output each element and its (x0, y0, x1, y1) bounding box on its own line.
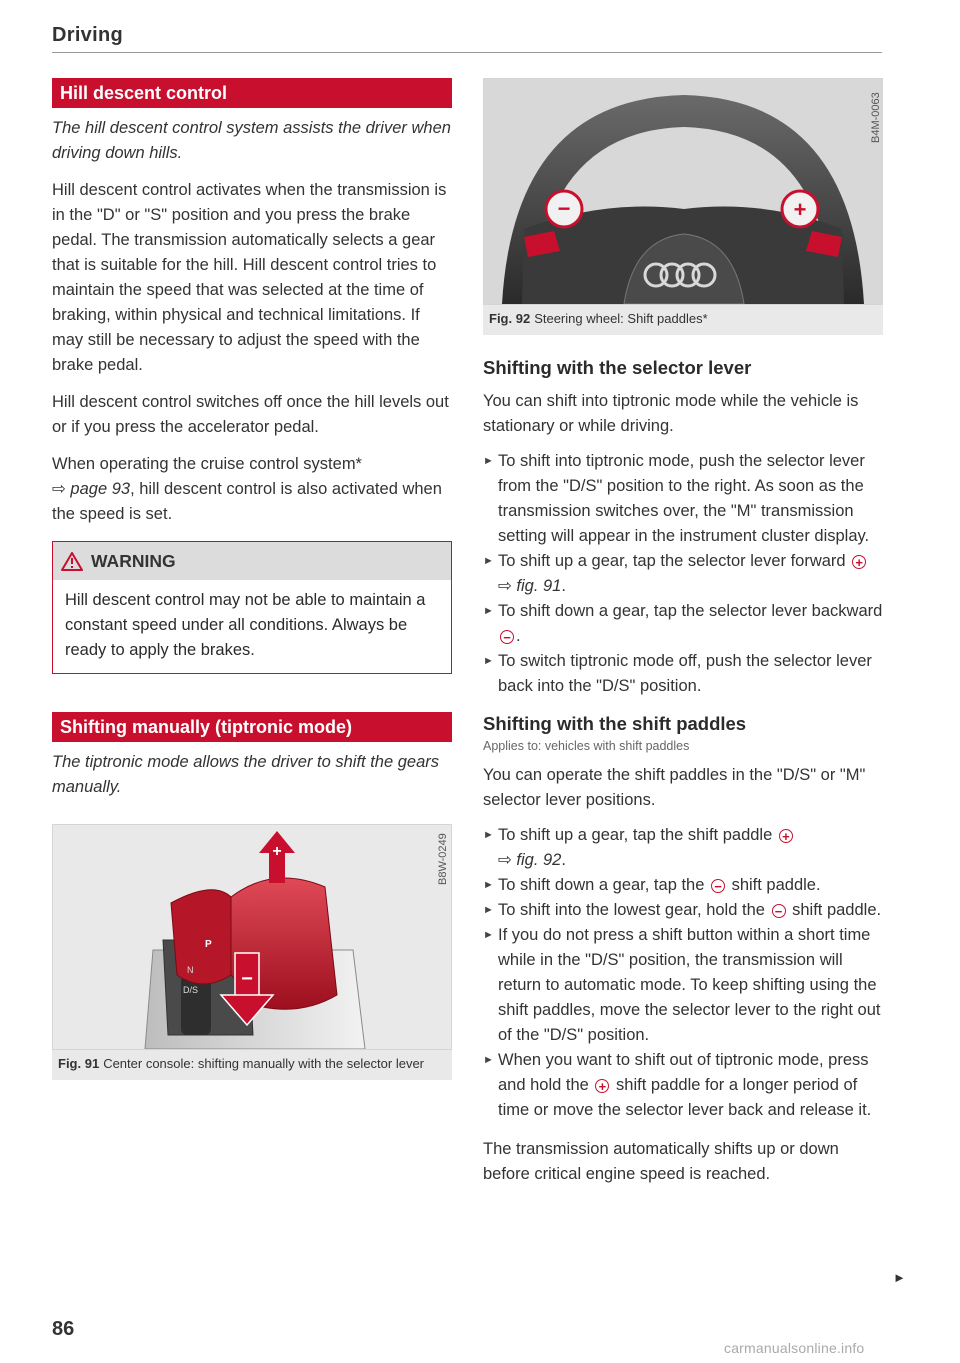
heading-shift-paddles: Shifting with the shift paddles (483, 713, 747, 734)
selector-lever-illustration (53, 825, 451, 1049)
watermark: carmanualsonline.info (724, 1340, 865, 1356)
minus-circle-icon: − (711, 879, 725, 893)
continue-arrow-icon: ► (893, 1270, 906, 1285)
warning-triangle-icon (61, 552, 83, 571)
selector-step-3-text: To shift down a gear, tap the selector lever backward (498, 602, 883, 620)
plus-circle-icon: + (779, 829, 793, 843)
tiptronic-intro: The tiptronic mode allows the driver to shift the gears manually. (52, 753, 440, 796)
selector-step-2 (483, 549, 883, 599)
fig91-down-minus-label: − (241, 968, 253, 990)
hill-intro: The hill descent control system assists the driver when driving down hills. (52, 119, 451, 162)
fig91-n-label: N (187, 965, 194, 975)
hill-paragraph-1: Hill descent control activates when the transmission is in the "D" or "S" position and you press the brake pedal. The transmission automatically selects a gear that is suitable for the hill. Hill descent control tries to maintain the speed that was selected at the time of braking, within physical and technical limitations. If may still be necessary to adjust the speed with the brake pedal. (52, 181, 447, 374)
heading-selector-lever: Shifting with the selector lever (483, 357, 752, 378)
hill-p3-start: When operating the cruise control system* (52, 455, 362, 473)
paddles-step-5 (483, 1048, 883, 1123)
chapter-title: Driving (52, 24, 123, 46)
fig91-caption-text: Center console: shifting manually with the selector lever (103, 1056, 425, 1071)
paddles-step-2 (483, 873, 883, 898)
paddles-step-2-text: To shift down a gear, tap the (498, 876, 705, 894)
paddles-step-2-end: shift paddle. (731, 876, 821, 894)
paddles-step-4: ► If you do not press a shift button within a short time while in the "D/S" position, the transmission will return to automatic mode. To keep shifting using the shift paddles, move the selector lever to the right out of the "D/S" position. (483, 923, 883, 1048)
page-header (52, 24, 882, 53)
selector-step-3 (483, 599, 883, 649)
selector-step-2-end: . (561, 577, 566, 595)
fig91-caption (52, 1050, 452, 1080)
fig-92-link[interactable]: ⇨ fig. 92 (498, 851, 562, 869)
warning-header (53, 542, 451, 580)
fig-91-link[interactable]: ⇨ fig. 91 (498, 577, 562, 595)
fig92-minus-label: − (557, 196, 571, 221)
selector-step-1: ► To shift into tiptronic mode, push the selector lever from the "D/S" position to the right. As soon as the transmission switches over, the "M" transmission setting will appear in the instrument cluster display. (483, 449, 883, 549)
fig92-caption-text: Steering wheel: Shift paddles* (534, 311, 708, 326)
paddles-step-5-end: shift paddle for a longer period of time or move the selector lever back and release it. (498, 1076, 872, 1119)
fig91-up-plus-label: + (272, 843, 282, 860)
plus-circle-icon: + (595, 1079, 609, 1093)
section-title-hill-descent: Hill descent control (52, 78, 452, 108)
paddles-step-1 (483, 823, 883, 873)
warning-text: Hill descent control may not be able to maintain a constant speed under all conditions. Always be ready to apply the brakes. (65, 591, 426, 659)
left-column (52, 78, 452, 1080)
warning-box (52, 541, 452, 674)
paddles-step-3-text: To shift into the lowest gear, hold the (498, 901, 765, 919)
applies-to-note: Applies to: vehicles with shift paddles (483, 739, 690, 753)
fig91-ds-label: D/S (183, 985, 199, 995)
selector-steps (483, 449, 883, 699)
plus-circle-icon: + (852, 555, 866, 569)
figure-92-image (483, 78, 883, 305)
figure-91-image (52, 824, 452, 1050)
minus-circle-icon: − (500, 630, 514, 644)
fig91-label: Fig. 91 (58, 1056, 100, 1071)
selector-step-2-text: To shift up a gear, tap the selector lever forward (498, 552, 846, 570)
paddles-steps (483, 823, 883, 1123)
paddles-step-5-text: When you want to shift out of tiptronic mode, press and hold the (498, 1051, 869, 1094)
paddles-step-3 (483, 898, 883, 923)
selector-intro: You can shift into tiptronic mode while the vehicle is stationary or while driving. (483, 392, 859, 435)
selector-step-4: ► To switch tiptronic mode off, push the selector lever back into the "D/S" position. (483, 649, 883, 699)
right-column (483, 78, 883, 1187)
minus-circle-icon: − (772, 904, 786, 918)
steering-wheel-illustration (484, 79, 882, 304)
page-number: 86 (52, 1318, 75, 1340)
paddles-step-1-end: . (561, 851, 566, 869)
fig92-caption (483, 305, 883, 335)
paddles-step-3-end: shift paddle. (792, 901, 882, 919)
fig92-code: B4M-0063 (870, 92, 882, 143)
fig92-plus-label: + (793, 197, 807, 222)
page-93-link[interactable]: ⇨ page 93 (52, 480, 131, 498)
hill-p3-end: , hill descent control is also activated when the speed is set. (52, 480, 442, 523)
hill-paragraph-3 (52, 452, 452, 527)
hill-paragraph-2: Hill descent control switches off once the hill levels out or if you press the accelerator pedal. (52, 393, 449, 436)
fig92-label: Fig. 92 (489, 311, 531, 326)
selector-step-3-end: . (516, 627, 521, 645)
paddles-step-1-text: To shift up a gear, tap the shift paddle (498, 826, 773, 844)
paddles-intro: You can operate the shift paddles in the "D/S" or "M" selector lever positions. (483, 766, 866, 809)
warning-title: WARNING (91, 550, 176, 571)
section-title-tiptronic: Shifting manually (tiptronic mode) (52, 712, 452, 742)
paddles-final-paragraph: The transmission automatically shifts up or down before critical engine speed is reached. (483, 1140, 839, 1183)
fig91-code: B8W-0249 (437, 833, 449, 885)
fig91-p-label: P (205, 939, 212, 950)
